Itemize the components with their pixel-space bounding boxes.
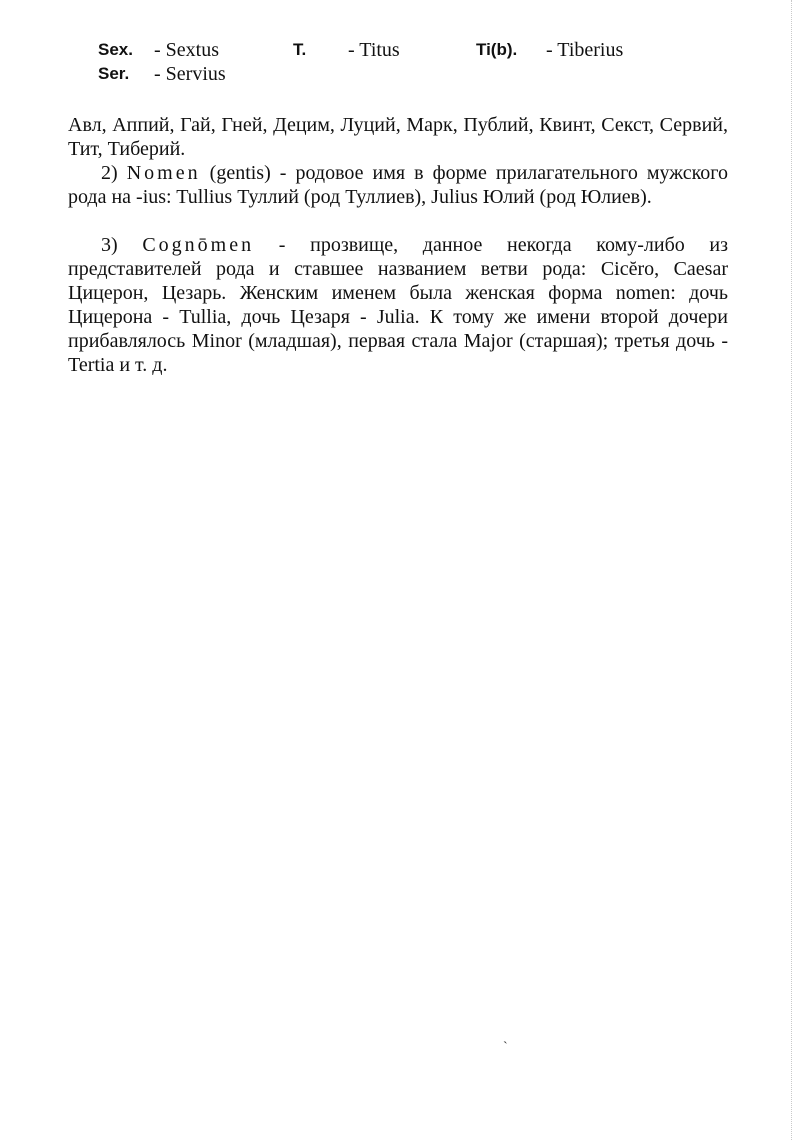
praenomina-list: Авл, Аппий, Гай, Гней, Децим, Луций, Марк, Публий, Квинт, Секст, Сервий, Тит, Тиберий. <box>68 114 728 160</box>
paragraph-number: 2) <box>101 162 118 184</box>
term-cognomen: Cognōmen <box>142 234 255 256</box>
paragraph-text: (gentis) - родовое имя в форме прилагательного мужского рода на -ius: Tullius Туллий (род Туллиев), Julius Юлий (род Юлиев). <box>68 162 729 208</box>
stray-mark: ` <box>503 1040 508 1055</box>
paragraph-number: 3) <box>101 234 118 256</box>
paragraph-cognomen <box>68 233 728 377</box>
paragraph-nomen <box>68 161 728 209</box>
abbreviation-key: Ser. <box>98 64 130 83</box>
abbreviation-value: - Sextus <box>154 39 219 61</box>
scan-edge-line <box>790 0 792 1140</box>
abbreviation-key: Sex. <box>98 40 133 59</box>
paragraph-text: - прозвище, данное некогда кому-либо из представителей рода и ставшее названием ветви рода: Cicĕro, Caesar Цицерон, Цезарь. Женским именем была женская форма nomen: дочь Цицерона - Tullia, дочь Цезаря - Julia. К тому же имени второй дочери прибавлялось Minor (младшая), первая стала Major (старшая); третья дочь - Tertia и т. д. <box>68 234 729 376</box>
abbreviation-key: Ti(b). <box>476 40 518 59</box>
abbreviation-value: - Tiberius <box>546 39 624 61</box>
abbreviation-key: T. <box>293 40 307 59</box>
term-nomen: Nomen <box>126 162 201 184</box>
abbreviation-value: - Servius <box>154 63 226 85</box>
abbreviation-value: - Titus <box>348 39 400 61</box>
